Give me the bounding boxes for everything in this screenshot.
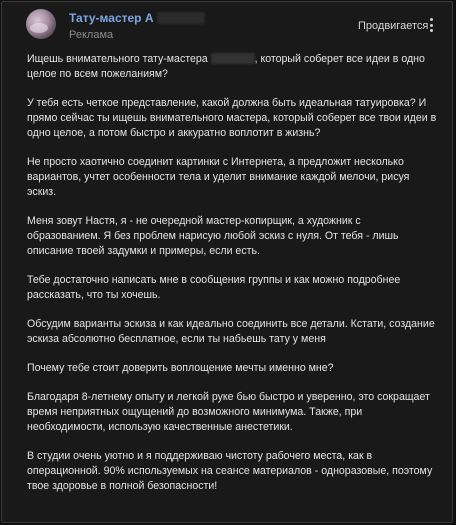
author-name-link[interactable] <box>69 11 205 25</box>
post-paragraph: Благодаря 8-летнему опыту и легкой руке бью быстро и уверенно, это сокращает время неприятных ощущений до возможного минимума. Также, при необходимости, использую качественные анестетики. <box>27 391 430 433</box>
more-options-icon[interactable] <box>426 15 436 35</box>
redacted-name-mask <box>157 12 205 24</box>
post-body <box>27 52 437 508</box>
ad-label: Реклама <box>69 29 114 41</box>
ad-post-card <box>1 1 453 523</box>
paragraph-text: , который соберет все идеи в одно целое по всем пожеланиям? <box>27 53 425 80</box>
author-name[interactable]: Тату-мастер А <box>69 11 154 25</box>
paragraph-text: Ищешь внимательного тату-мастера <box>27 53 208 65</box>
post-header <box>2 2 452 46</box>
redacted-name-mask <box>211 53 255 64</box>
post-paragraph <box>27 52 437 82</box>
post-paragraph: В студии очень уютно и я поддерживаю чистоту рабочего места, как в операционной. 90% используемых на сеансе материалов - одноразовые, поэтому твое здоровье в полной безопасности! <box>27 450 433 492</box>
post-paragraph: Не просто хаотично соединит картинки с Интернета, а предложит несколько вариантов, учтет особенности тела и уделит внимание каждой мелочи, рисуя эскиз. <box>27 156 410 198</box>
post-paragraph: Меня зовут Настя, я - не очередной мастер-копирщик, а художник с образованием. Я без проблем нарисую любой эскиз с нуля. От тебя - лишь описание твоей задумки и примеры, если есть. <box>27 215 399 257</box>
post-paragraph: Обсудим варианты эскиза и как идеально соединить все детали. Кстати, создание эскиза абсолютно бесплатное, если ты набьешь тату у меня <box>27 318 435 345</box>
post-paragraph: Тебе достаточно написать мне в сообщения группы и как можно подробнее рассказать, что ты хочешь. <box>27 274 401 301</box>
author-avatar[interactable] <box>26 9 56 39</box>
post-paragraph: Почему тебе стоит доверить воплощение мечты именно мне? <box>27 362 334 374</box>
promoted-status: Продвигается <box>358 20 429 32</box>
post-paragraph: У тебя есть четкое представление, какой должна быть идеальная татуировка? И прямо сейчас ты ищешь внимательного мастера, который соберет все твои идеи в одно целое, а потом быстро и аккуратно воплотит в жизнь? <box>27 97 437 139</box>
